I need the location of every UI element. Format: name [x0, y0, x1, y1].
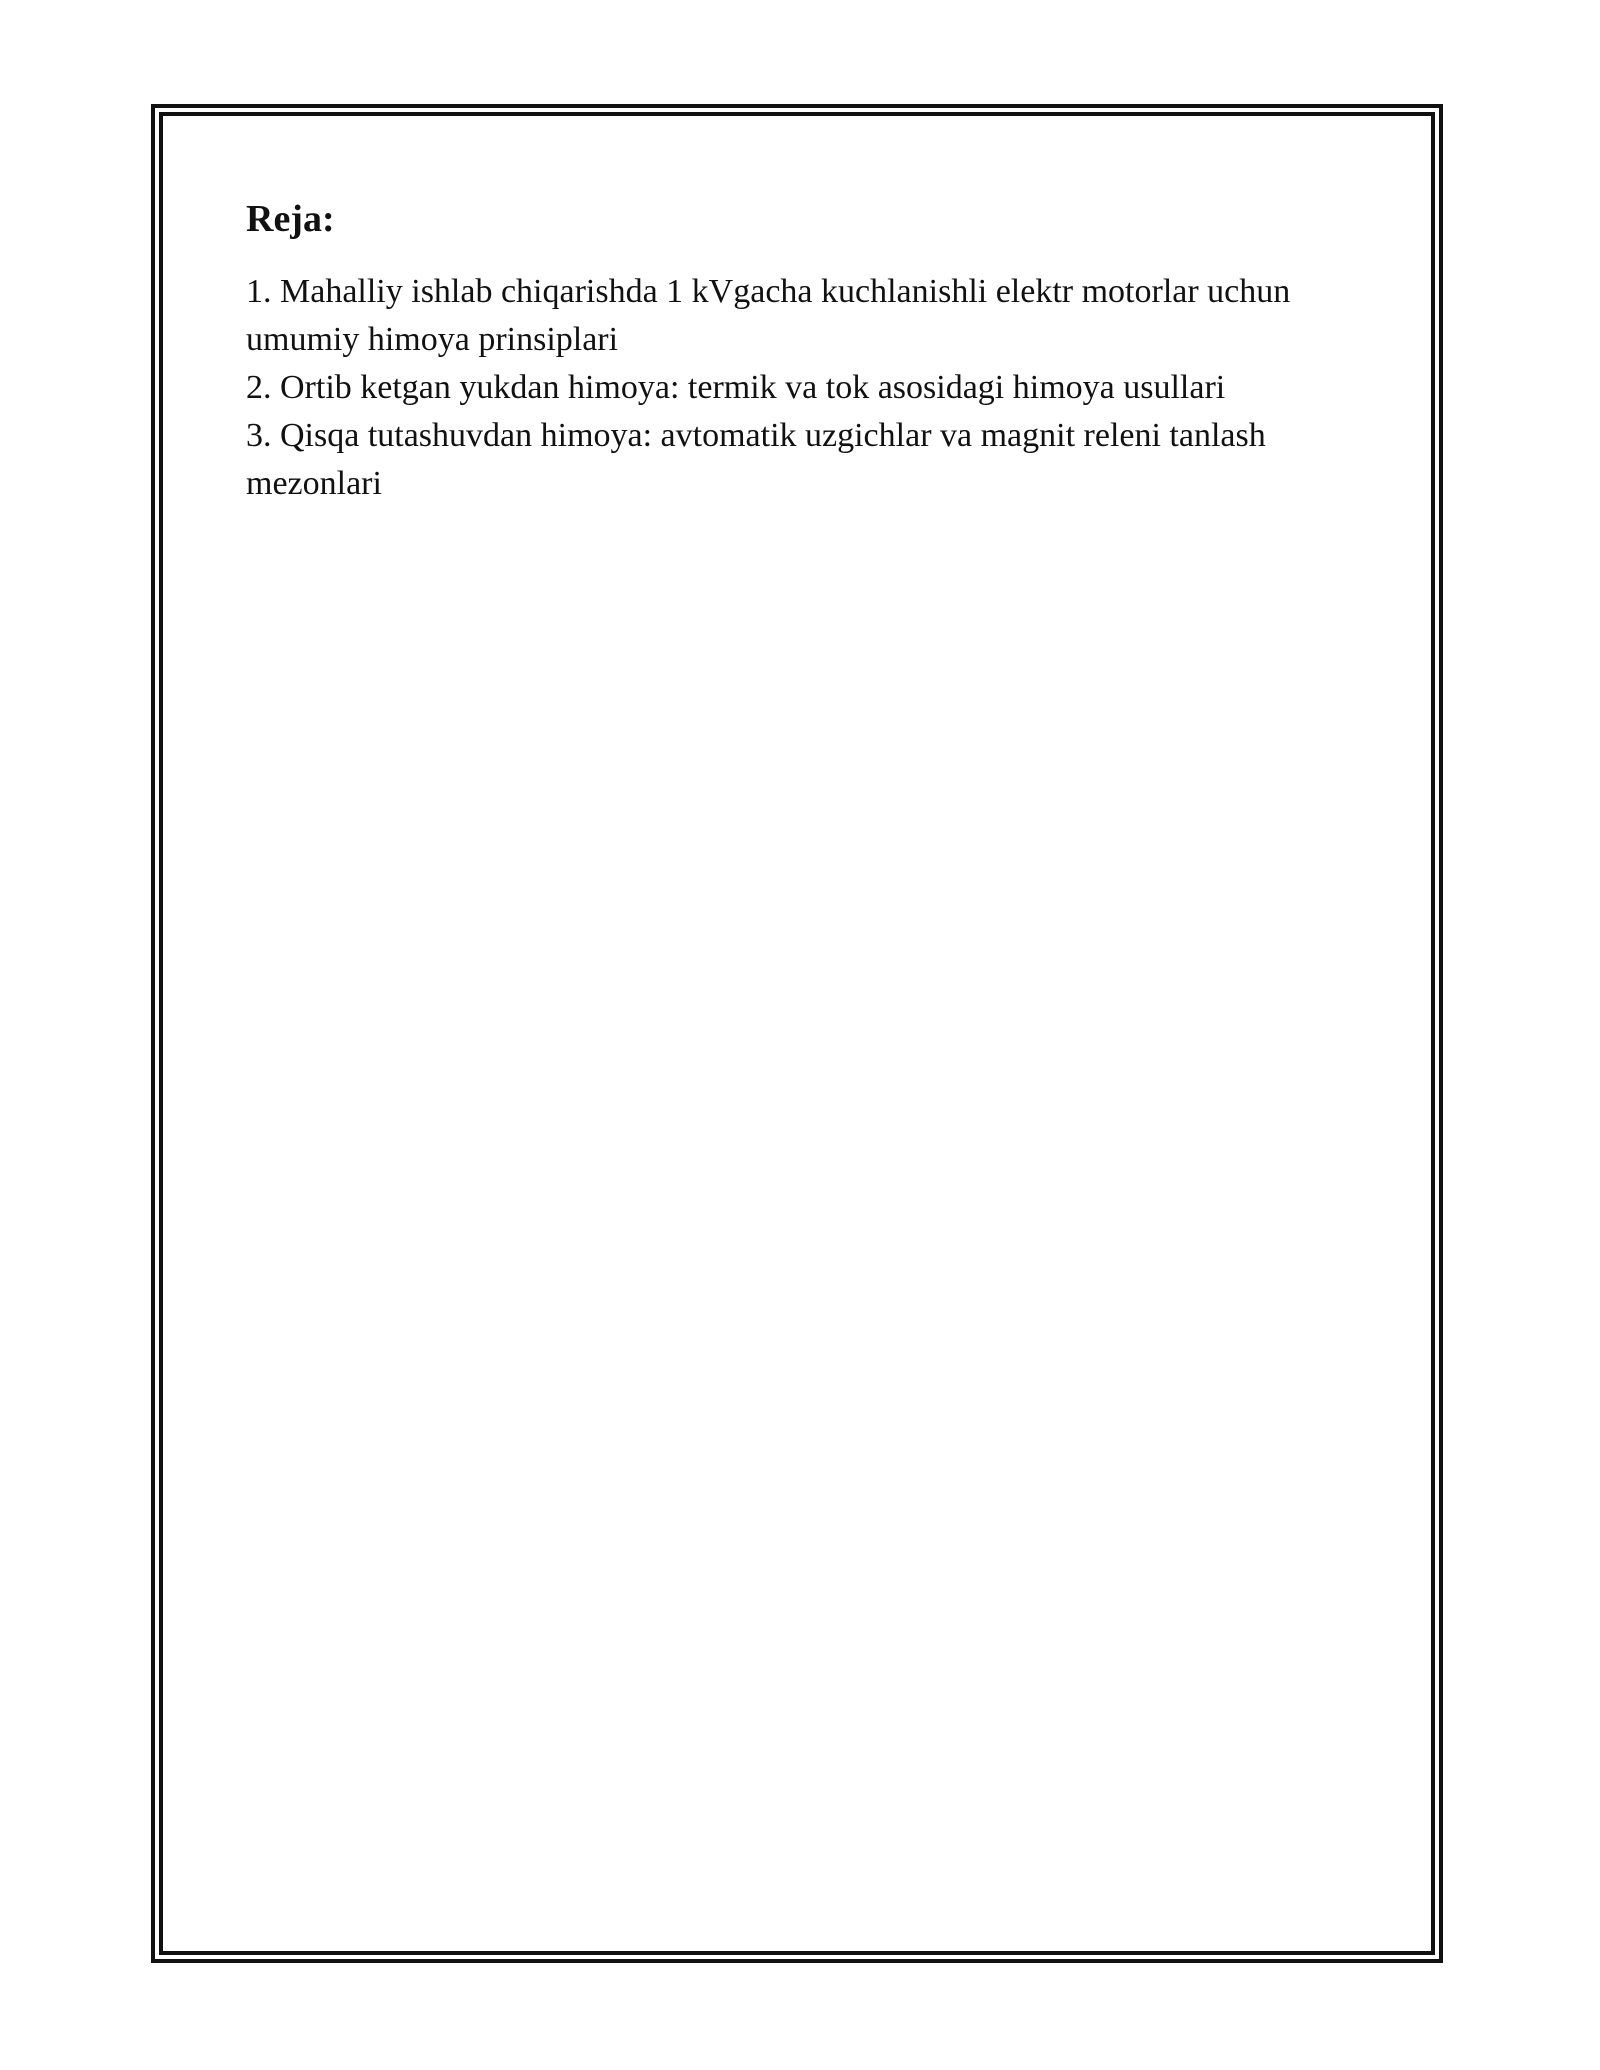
plan-item: 1. Mahalliy ishlab chiqarishda 1 kVgacha kuchlanishli elektr motorlar uchun umumiy himoya prinsiplari — [246, 273, 1291, 358]
plan-heading: Reja: — [246, 198, 335, 240]
page-border-inner — [159, 112, 1435, 1955]
plan-item: 3. Qisqa tutashuvdan himoya: avtomatik uzgichlar va magnit releni tanlash mezonlari — [246, 417, 1266, 502]
page-content — [246, 196, 1386, 508]
page-border-outer — [151, 104, 1443, 1963]
plan-list — [246, 268, 1386, 508]
plan-item: 2. Ortib ketgan yukdan himoya: termik va tok asosidagi himoya usullari — [246, 369, 1226, 406]
